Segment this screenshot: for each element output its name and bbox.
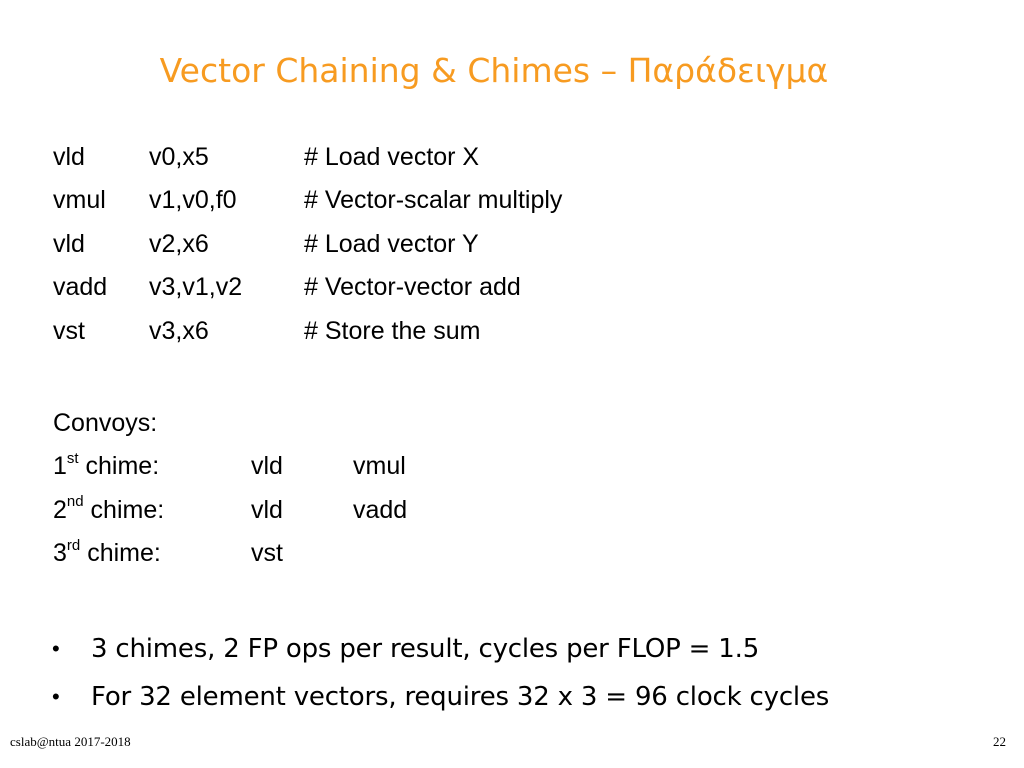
instruction-args: v2,x6	[149, 229, 209, 258]
instruction-args: v1,v0,f0	[149, 186, 237, 215]
ordinal-suffix: rd	[66, 536, 81, 554]
ordinal-suffix: st	[66, 450, 79, 468]
instruction-args: v3,v1,v2	[149, 273, 243, 302]
instruction-comment: # Load vector Y	[304, 229, 479, 258]
page-number: 22	[993, 734, 1006, 749]
instruction-comment: # Load vector X	[304, 143, 480, 171]
bullet-icon: •	[52, 636, 60, 661]
chime-instruction: vld	[251, 452, 283, 481]
chime-instruction: vmul	[353, 452, 406, 481]
chime-word: chime:	[78, 452, 160, 481]
instruction-op: vmul	[53, 186, 106, 215]
bullet-text: For 32 element vectors, requires 32 x 3 = 96 clock cycles	[91, 682, 830, 712]
instruction-comment: # Vector-vector add	[304, 273, 521, 302]
chime-label	[53, 532, 161, 575]
bullet-list	[50, 625, 829, 721]
instruction-op: vst	[53, 316, 85, 345]
chime-instruction: vadd	[353, 495, 408, 524]
bullet-icon: •	[52, 684, 60, 709]
instruction-comment: # Store the sum	[304, 316, 481, 345]
chime-row	[53, 445, 406, 488]
bullet-item	[50, 625, 829, 673]
chime-number: 3	[53, 539, 67, 568]
slide-title: Vector Chaining & Chimes – Παράδειγμα	[159, 51, 829, 90]
chime-instruction: vst	[251, 539, 283, 568]
chime-label	[53, 489, 164, 532]
bullet-text: 3 chimes, 2 FP ops per result, cycles per FLOP = 1.5	[91, 634, 760, 664]
chime-row	[53, 532, 283, 575]
chime-instruction: vld	[251, 495, 283, 524]
instruction-args: v0,x5	[149, 143, 209, 171]
chime-number: 1	[53, 452, 67, 481]
instruction-op: vld	[53, 143, 85, 171]
footer-credit: cslab@ntua 2017-2018	[10, 734, 131, 749]
ordinal-suffix: nd	[66, 493, 84, 511]
chime-number: 2	[53, 495, 67, 524]
chime-label	[53, 445, 159, 488]
instruction-comment: # Vector-scalar multiply	[304, 186, 563, 215]
chime-row	[53, 489, 408, 532]
bullet-item	[50, 673, 829, 721]
instruction-op: vadd	[53, 273, 108, 302]
instruction-op: vld	[53, 229, 85, 258]
convoys-heading: Convoys:	[53, 409, 158, 437]
convoys-section	[53, 402, 408, 576]
chime-word: chime:	[83, 495, 165, 524]
instruction-args: v3,x6	[149, 316, 209, 345]
chime-word: chime:	[80, 539, 161, 568]
